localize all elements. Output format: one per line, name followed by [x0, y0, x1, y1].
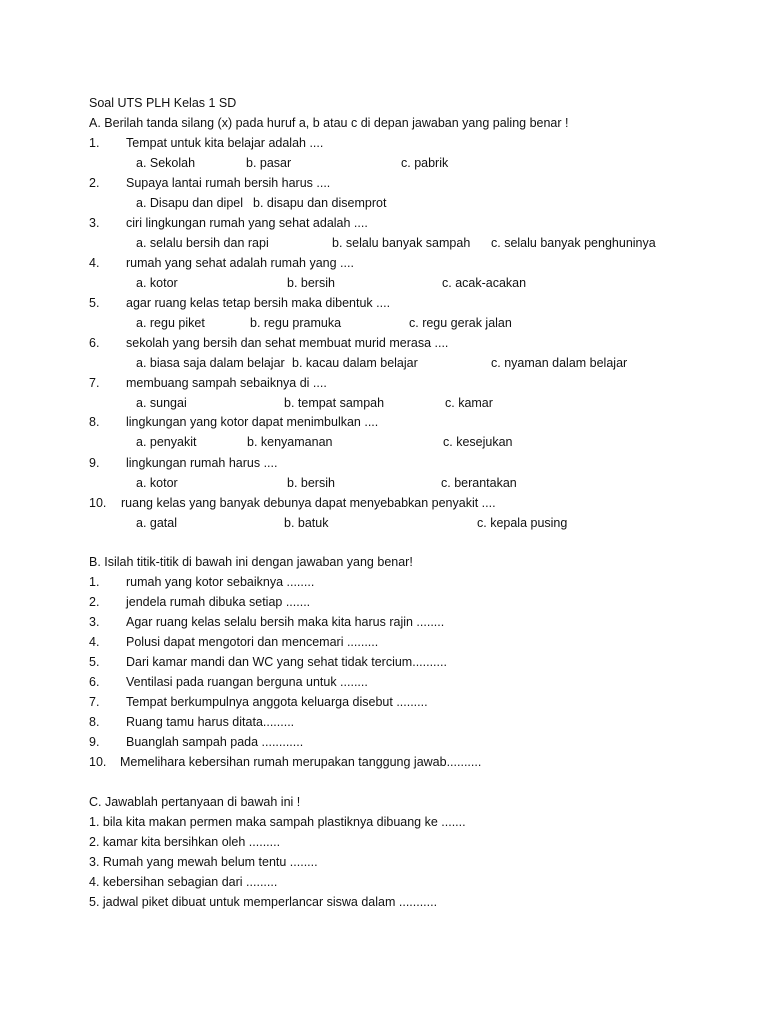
- option-a: a. penyakit: [136, 435, 197, 449]
- option-c: c. kamar: [445, 396, 493, 410]
- option-b: b. regu pramuka: [250, 316, 342, 330]
- essay-question: 1. bila kita makan permen maka sampah plastiknya dibuang ke .......: [89, 815, 466, 829]
- option-a: a. kotor: [136, 276, 178, 290]
- option-a: a. sungai: [136, 396, 187, 410]
- item-number: 5.: [89, 655, 100, 669]
- question-number: 4.: [89, 256, 100, 270]
- option-b: b. batuk: [284, 516, 329, 530]
- option-a: a. Disapu dan dipel: [136, 196, 244, 210]
- essay-question: 4. kebersihan sebagian dari .........: [89, 875, 278, 889]
- option-b: b. bersih: [287, 276, 335, 290]
- option-b: b. kenyamanan: [247, 435, 333, 449]
- option-c: c. nyaman dalam belajar: [491, 356, 628, 370]
- item-text: Agar ruang kelas selalu bersih maka kita harus rajin ........: [126, 615, 445, 629]
- question-number: 2.: [89, 176, 100, 190]
- option-b: b. pasar: [246, 156, 292, 170]
- section-a-instruction: A. Berilah tanda silang (x) pada huruf a, b atau c di depan jawaban yang paling benar !: [89, 116, 569, 130]
- question-text: lingkungan yang kotor dapat menimbulkan ....: [126, 415, 379, 429]
- item-number: 2.: [89, 595, 100, 609]
- question-text: rumah yang sehat adalah rumah yang ....: [126, 256, 354, 270]
- item-text: Memelihara kebersihan rumah merupakan tanggung jawab..........: [120, 755, 482, 769]
- question-number: 9.: [89, 456, 100, 470]
- question-text: Tempat untuk kita belajar adalah ....: [126, 136, 324, 150]
- option-c: c. regu gerak jalan: [409, 316, 512, 330]
- question-text: agar ruang kelas tetap bersih maka dibentuk ....: [126, 296, 391, 310]
- question-number: 1.: [89, 136, 100, 150]
- option-b: b. disapu dan disemprot: [253, 196, 387, 210]
- question-text: membuang sampah sebaiknya di ....: [126, 376, 327, 390]
- item-number: 4.: [89, 635, 100, 649]
- item-text: jendela rumah dibuka setiap .......: [126, 595, 311, 609]
- question-number: 7.: [89, 376, 100, 390]
- section-b-instruction: B. Isilah titik-titik di bawah ini dengan jawaban yang benar!: [89, 555, 413, 569]
- option-b: b. kacau dalam belajar: [292, 356, 418, 370]
- item-text: Dari kamar mandi dan WC yang sehat tidak tercium..........: [126, 655, 447, 669]
- option-a: a. gatal: [136, 516, 178, 530]
- question-number: 6.: [89, 336, 100, 350]
- option-b: b. bersih: [287, 476, 335, 490]
- item-text: Tempat berkumpulnya anggota keluarga disebut .........: [126, 695, 428, 709]
- item-number: 10.: [89, 755, 107, 769]
- section-c-instruction: C. Jawablah pertanyaan di bawah ini !: [89, 795, 301, 809]
- item-number: 6.: [89, 675, 100, 689]
- option-b: b. tempat sampah: [284, 396, 385, 410]
- option-c: c. acak-acakan: [442, 276, 527, 290]
- item-text: Buanglah sampah pada ............: [126, 735, 304, 749]
- option-c: c. selalu banyak penghuninya: [491, 236, 656, 250]
- question-text: sekolah yang bersih dan sehat membuat murid merasa ....: [126, 336, 449, 350]
- option-a: a. selalu bersih dan rapi: [136, 236, 269, 250]
- essay-question: 3. Rumah yang mewah belum tentu ........: [89, 855, 318, 869]
- question-number: 3.: [89, 216, 100, 230]
- option-b: b. selalu banyak sampah: [332, 236, 471, 250]
- option-a: a. kotor: [136, 476, 178, 490]
- question-number: 10.: [89, 496, 107, 510]
- question-text: ruang kelas yang banyak debunya dapat menyebabkan penyakit ....: [121, 496, 496, 510]
- option-c: c. kesejukan: [443, 435, 513, 449]
- question-text: ciri lingkungan rumah yang sehat adalah ....: [126, 216, 368, 230]
- option-c: c. kepala pusing: [477, 516, 568, 530]
- item-number: 7.: [89, 695, 100, 709]
- essay-question: 2. kamar kita bersihkan oleh .........: [89, 835, 281, 849]
- essay-question: 5. jadwal piket dibuat untuk memperlancar siswa dalam ...........: [89, 895, 438, 909]
- item-number: 1.: [89, 575, 100, 589]
- item-text: rumah yang kotor sebaiknya ........: [126, 575, 315, 589]
- item-number: 3.: [89, 615, 100, 629]
- option-a: a. biasa saja dalam belajar: [136, 356, 285, 370]
- item-number: 8.: [89, 715, 100, 729]
- item-text: Ruang tamu harus ditata.........: [126, 715, 295, 729]
- document-title: Soal UTS PLH Kelas 1 SD: [89, 96, 237, 110]
- item-number: 9.: [89, 735, 100, 749]
- item-text: Polusi dapat mengotori dan mencemari .........: [126, 635, 379, 649]
- option-c: c. pabrik: [401, 156, 449, 170]
- question-number: 8.: [89, 415, 100, 429]
- question-text: lingkungan rumah harus ....: [126, 456, 278, 470]
- option-a: a. Sekolah: [136, 156, 196, 170]
- question-text: Supaya lantai rumah bersih harus ....: [126, 176, 331, 190]
- option-a: a. regu piket: [136, 316, 205, 330]
- option-c: c. berantakan: [441, 476, 517, 490]
- item-text: Ventilasi pada ruangan berguna untuk ........: [126, 675, 368, 689]
- question-number: 5.: [89, 296, 100, 310]
